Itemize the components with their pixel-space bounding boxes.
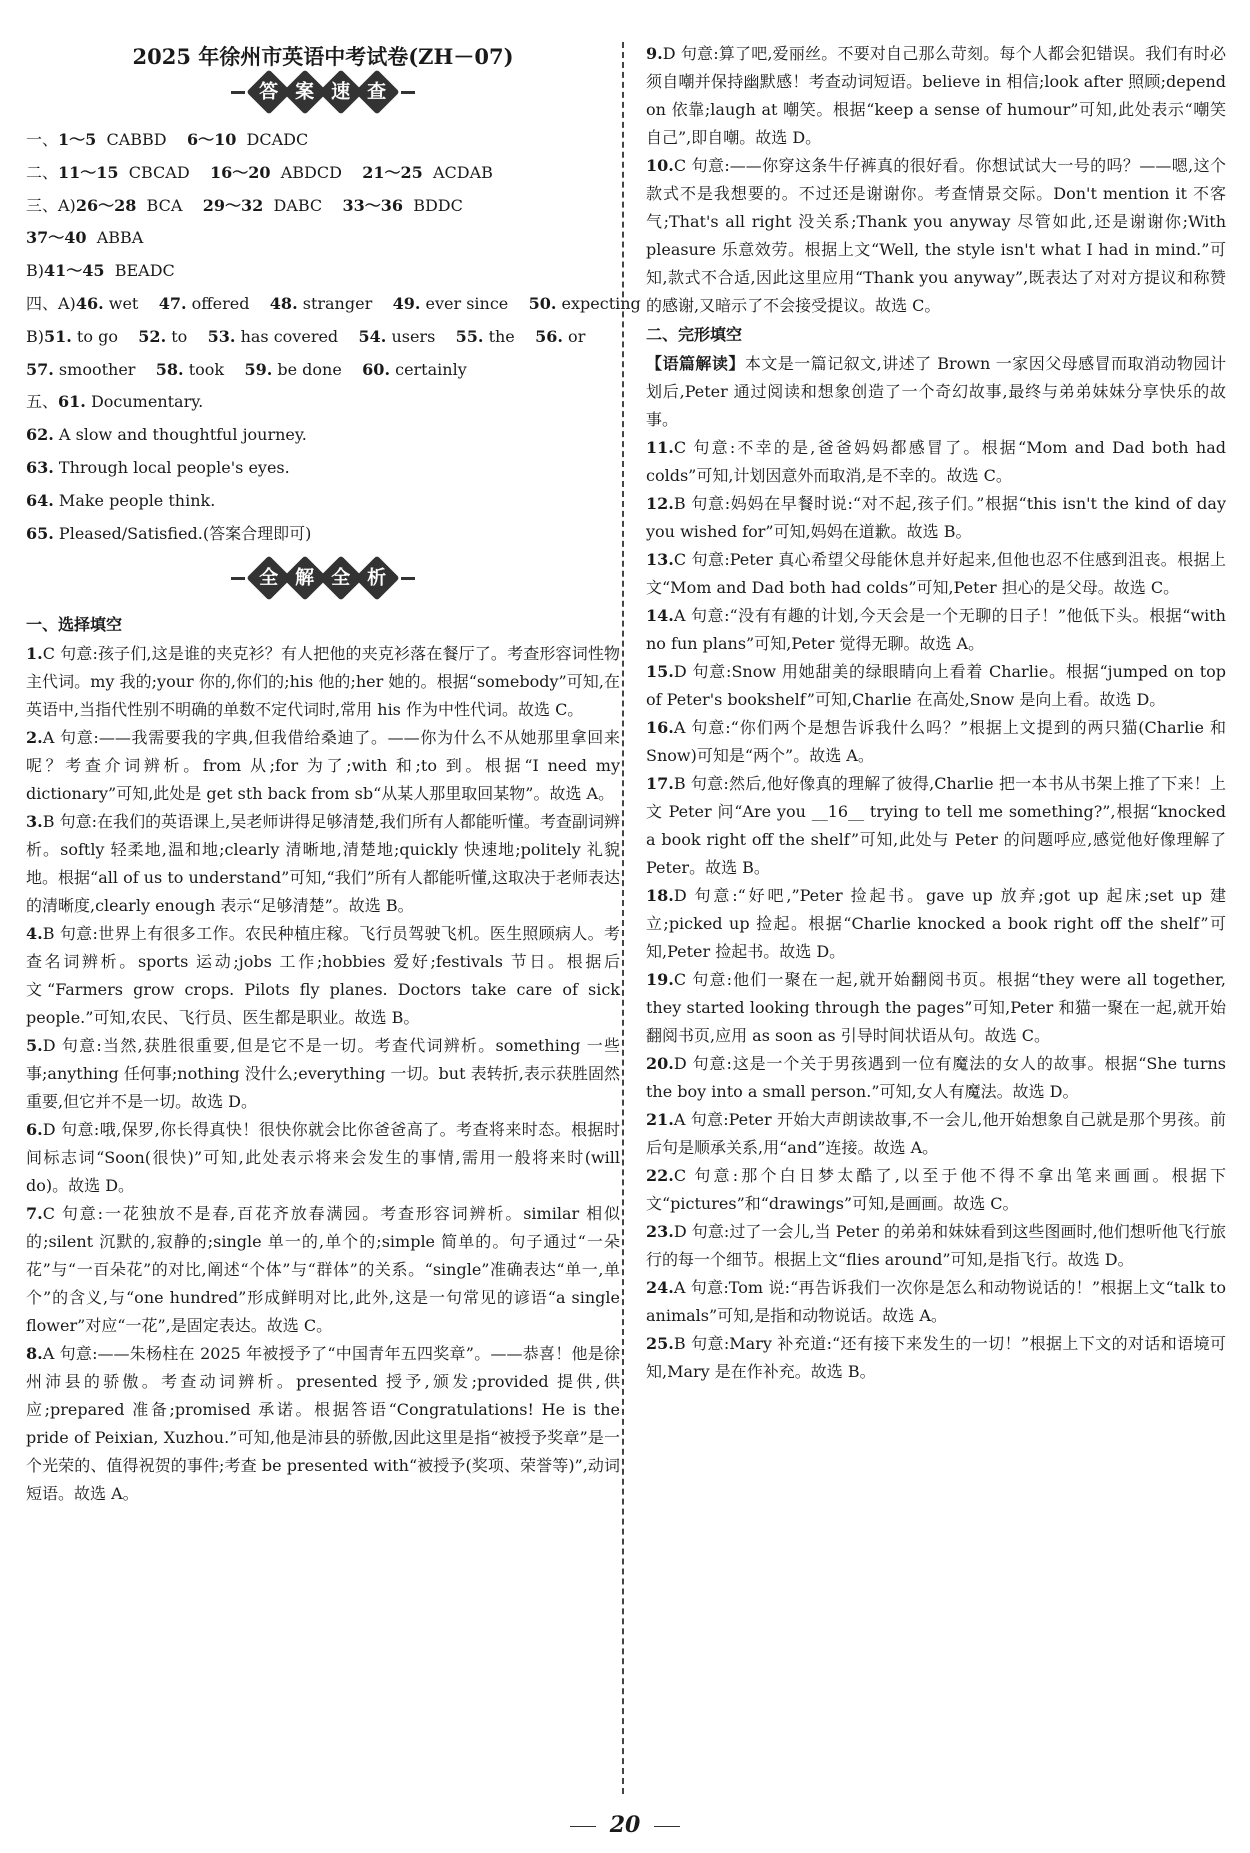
answer-text: Pleased/Satisfied.(答案合理即可): [53, 523, 312, 543]
answer-text: or: [562, 326, 586, 346]
question-number: 18.: [646, 886, 674, 905]
answer-key-row: [26, 222, 620, 255]
question-number: 25.: [646, 1334, 674, 1353]
answer-text: Through local people's eyes.: [53, 457, 290, 477]
section-heading: 一、选择填空: [26, 615, 123, 635]
explanation-text: C 句意:那个白日梦太酷了,以至于他不得不拿出笔来画画。根据下文“pictures”和“drawings”可知,是画画。故选 C。: [646, 1166, 1226, 1213]
right-explanations-a: [646, 40, 1226, 320]
explanation-text: C 句意:不幸的是,爸爸妈妈都感冒了。根据“Mom and Dad both had colds”可知,计划因意外而取消,是不幸的。故选 C。: [646, 438, 1226, 485]
question-range: 26～28: [75, 195, 137, 215]
left-column: [26, 40, 641, 1508]
question-number: 2.: [26, 728, 43, 748]
explanation-text: D 句意:“好吧,”Peter 捡起书。gave up 放弃;got up 起床;set up 建立;picked up 捡起。根据“Charlie knocked a book right off the shelf”可知,Peter 捡起书。故选 D。: [646, 886, 1226, 961]
question-range: 54.: [358, 326, 387, 346]
answer-key-row: [26, 354, 620, 387]
explanation-item: [646, 602, 1226, 658]
question-number: 11.: [646, 438, 674, 457]
answer-text: ever since: [420, 293, 529, 313]
answer-text: certainly: [390, 359, 467, 379]
explanation-text: B 句意:世界上有很多工作。农民种植庄稼。飞行员驾驶飞机。医生照顾病人。考查名词辨析。sports 运动;jobs 工作;hobbies 爱好;festivals 节日。根据后文“Farmers grow crops. Pilots fly planes. Doctors take care of sick people.”可知,农民、飞行员、医生都是职业。故选 B。: [26, 924, 621, 1028]
question-number: 17.: [646, 774, 674, 793]
explanation-item: [646, 658, 1226, 714]
explanation-item: [646, 1106, 1226, 1162]
question-range: 53.: [207, 326, 236, 346]
explanation-text: A 句意:Tom 说:“再告诉我们一次你是怎么和动物说话的！”根据上文“talk to animals”可知,是指和动物说话。故选 A。: [646, 1278, 1226, 1325]
answer-text: CBCAD: [118, 162, 210, 182]
page-number-text: 20: [609, 1812, 641, 1838]
question-range: 55.: [455, 326, 484, 346]
explanation-item: [646, 714, 1226, 770]
explanation-text: D 句意:哦,保罗,你长得真快！很快你就会比你爸爸高了。考查将来时态。根据时间标志词“Soon(很快)”可知,此处表示将来会发生的事情,需用一般将来时(will do)。故选 D。: [26, 1120, 620, 1196]
question-number: 24.: [646, 1278, 674, 1297]
explanation-text: D 句意:当然,获胜很重要,但是它不是一切。考查代词辨析。something 一些事;anything 任何事;nothing 没什么;everything 一切。but 表转折,表示获胜固然重要,但它并不是一切。故选 D。: [26, 1036, 620, 1112]
answer-text: users: [386, 326, 456, 346]
answer-text: B): [26, 326, 44, 346]
question-number: 6.: [26, 1120, 43, 1140]
right-explanations-b: [646, 434, 1226, 1386]
question-number: 3.: [26, 812, 43, 832]
answer-text: BDDC: [403, 195, 463, 215]
question-range: 50.: [528, 293, 557, 313]
answer-text: 五、: [26, 392, 59, 412]
passage-intro: [646, 350, 1226, 434]
explanation-item: [646, 770, 1226, 882]
question-range: 16～20: [210, 162, 271, 182]
question-range: 6～10: [186, 130, 237, 149]
explanation-item: [26, 1200, 620, 1340]
answer-text: 四、A): [26, 293, 76, 313]
question-number: 15.: [646, 662, 674, 681]
page-number: [0, 1812, 1250, 1838]
question-number: 7.: [26, 1204, 43, 1224]
explanation-item: [646, 966, 1226, 1050]
question-range: 62.: [26, 425, 54, 445]
answer-text: ACDAB: [422, 162, 493, 182]
left-explanations: [26, 640, 620, 1508]
answer-text: offered: [186, 293, 270, 313]
explanation-text: C 句意:孩子们,这是谁的夹克衫？有人把他的夹克衫落在餐厅了。考查形容词性物主代词。my 我的;your 你的,你们的;his 他的;her 她的。根据“somebody”可知,在英语中,当指代性别不明确的单数不定代词时,常用 his 作为中性代词。故选 C。: [26, 644, 620, 720]
question-number: 14.: [646, 606, 674, 625]
question-range: 11～15: [58, 162, 119, 182]
question-range: 61.: [58, 392, 86, 412]
explanation-text: B 句意:在我们的英语课上,吴老师讲得足够清楚,我们所有人都能听懂。考查副词辨析。softly 轻柔地,温和地;clearly 清晰地,清楚地;quickly 快速地;politely 礼貌地。根据“all of us to understand”可知,“我们”所有人都能听懂,这取决于老师表达的清晰度,clearly enough 表示“足够清楚”。故选 B。: [26, 812, 620, 916]
explanation-text: A 句意:“没有有趣的计划,今天会是一个无聊的日子！”他低下头。根据“with no fun plans”可知,Peter 觉得无聊。故选 A。: [646, 606, 1226, 653]
question-range: 29～32: [202, 195, 264, 215]
explanation-item: [646, 546, 1226, 602]
answer-text: CABBD: [96, 130, 187, 149]
question-range: 58.: [155, 359, 184, 379]
question-number: 12.: [646, 494, 674, 513]
answer-key-row: [26, 518, 620, 551]
explanation-item: [646, 1274, 1226, 1330]
question-number: 10.: [646, 156, 674, 175]
explanation-item: [646, 882, 1226, 966]
explanation-text: A 句意:——我需要我的字典,但我借给桑迪了。——你为什么不从她那里拿回来呢？考查介词辨析。from 从;for 为了;with 和;to 到。根据“I need my dictionary”可知,此处是 get sth back from sb“从某人那里取回某物”。故选 A。: [26, 728, 620, 804]
answer-text: DCADC: [236, 130, 309, 149]
explanation-text: A 句意:Peter 开始大声朗读故事,不一会儿,他开始想象自己就是那个男孩。前后句是顺承关系,用“and”连接。故选 A。: [646, 1110, 1226, 1157]
explanation-item: [646, 1050, 1226, 1106]
answer-text: to go: [71, 326, 139, 346]
answer-text: B): [26, 261, 44, 281]
question-number: 5.: [26, 1036, 43, 1056]
answer-key-row: [26, 452, 620, 485]
question-range: 41～45: [44, 261, 105, 281]
answer-text: took: [183, 359, 245, 379]
explanation-item: [646, 1162, 1226, 1218]
answer-text: Make people think.: [53, 490, 216, 510]
question-number: 8.: [26, 1344, 43, 1364]
answer-key-row: [26, 485, 620, 518]
explanation-text: C 句意:Peter 真心希望父母能休息并好起来,但他也忍不住感到沮丧。根据上文“Mom and Dad both had colds”可知,Peter 担心的是父母。故选 C。: [646, 550, 1226, 597]
answer-text: 一、: [26, 130, 59, 149]
explanation-item: [646, 1330, 1226, 1386]
explanation-item: [26, 1032, 620, 1116]
intro-text: 本文是一篇记叙文,讲述了 Brown 一家因父母感冒而取消动物园计划后,Peter 通过阅读和想象创造了一个奇幻故事,最终与弟弟妹妹分享快乐的故事。: [646, 354, 1226, 429]
question-range: 21～25: [362, 162, 423, 182]
explanation-text: D 句意:这是一个关于男孩遇到一位有魔法的女人的故事。根据“She turns the boy into a small person.”可知,女人有魔法。故选 D。: [646, 1054, 1226, 1101]
question-number: 20.: [646, 1054, 674, 1073]
question-range: 59.: [244, 359, 273, 379]
answer-key-row: [26, 124, 620, 157]
answer-text: wet: [103, 293, 159, 313]
explanation-text: D 句意:Snow 用她甜美的绿眼睛向上看着 Charlie。根据“jumped on top of Peter's bookshelf”可知,Charlie 在高处,Snow 是向上看。故选 D。: [646, 662, 1226, 709]
question-range: 60.: [362, 359, 391, 379]
explanation-item: [26, 808, 620, 920]
question-range: 63.: [26, 457, 54, 477]
question-range: 46.: [75, 293, 104, 313]
answer-text: to: [166, 326, 208, 346]
question-range: 64.: [26, 490, 54, 510]
question-number: 4.: [26, 924, 43, 944]
question-range: 65.: [26, 523, 54, 543]
question-number: 19.: [646, 970, 674, 989]
answer-key-row: [26, 321, 620, 354]
explanation-text: B 句意:妈妈在早餐时说:“对不起,孩子们。”根据“this isn't the kind of day you wished for”可知,妈妈在道歉。故选 B。: [646, 494, 1226, 541]
answer-text: smoother: [53, 359, 156, 379]
question-range: 57.: [26, 359, 54, 379]
explanation-text: A 句意:——朱杨柱在 2025 年被授予了“中国青年五四奖章”。——恭喜！他是徐州沛县的骄傲。考查动词辨析。presented 授予,颁发;provided 提供,供应;prepared 准备;promised 承诺。根据答语“Congratulations! He is the pride of Peixian, Xuzhou.”可知,他是沛县的骄傲,因此这里是指“被授予奖章”是一个光荣的、值得祝贺的事件;考查 be presented with“被授予(奖项、荣誉等)”,动词短语。故选 A。: [26, 1344, 620, 1504]
explanation-text: B 句意:然后,他好像真的理解了彼得,Charlie 把一本书从书架上推了下来！上文 Peter 问“Are you __16__ trying to tell me something?”,根据“knocked a book right off the shelf”可知,此处与 Peter 的问题呼应,感觉他好像理解了 Peter。故选 B。: [646, 774, 1226, 877]
right-column: [646, 40, 1226, 1386]
answer-text: BCA: [136, 195, 203, 215]
explanation-item: [26, 920, 620, 1032]
intro-label: 【语篇解读】: [646, 354, 745, 373]
answer-text: the: [483, 326, 536, 346]
column-divider: [622, 42, 624, 1794]
question-range: 48.: [269, 293, 298, 313]
answer-key-row: [26, 386, 620, 419]
answer-text: BEADC: [104, 261, 175, 281]
explanation-item: [26, 724, 620, 808]
question-number: 22.: [646, 1166, 674, 1185]
explanation-item: [646, 490, 1226, 546]
question-range: 52.: [138, 326, 167, 346]
explanation-item: [646, 1218, 1226, 1274]
explanation-item: [646, 434, 1226, 490]
answer-text: be done: [272, 359, 363, 379]
answer-text: 三、A): [26, 195, 76, 215]
explanation-item: [26, 1340, 620, 1508]
answer-text: A slow and thoughtful journey.: [53, 425, 307, 445]
question-number: 16.: [646, 718, 674, 737]
answer-key-row: [26, 190, 620, 223]
section-heading: 二、完形填空: [646, 325, 743, 344]
answer-text: DABC: [263, 195, 343, 215]
explanation-item: [26, 1116, 620, 1200]
question-number: 1.: [26, 644, 43, 664]
answer-key-row: [26, 288, 641, 321]
question-number: 13.: [646, 550, 674, 569]
explanation-text: D 句意:过了一会儿,当 Peter 的弟弟和妹妹看到这些图画时,他们想听他飞行旅行的每一个细节。根据上文“flies around”可知,是指飞行。故选 D。: [646, 1222, 1226, 1269]
explanation-text: D 句意:算了吧,爱丽丝。不要对自己那么苛刻。每个人都会犯错误。我们有时必须自嘲并保持幽默感！考查动词短语。believe in 相信;look after 照顾;depend on 依靠;laugh at 嘲笑。根据“keep a sense of humour”可知,此处表示“嘲笑自己”,即自嘲。故选 D。: [646, 44, 1226, 147]
answer-text: ABBA: [86, 228, 144, 248]
answer-text: stranger: [297, 293, 393, 313]
answer-text: expecting: [556, 293, 641, 313]
answer-banner: 答 案 速 查: [26, 76, 620, 116]
question-number: 23.: [646, 1222, 674, 1241]
answer-text: Documentary.: [85, 392, 204, 412]
question-range: 51.: [44, 326, 72, 346]
explanation-item: [26, 640, 620, 724]
answer-text: has covered: [235, 326, 359, 346]
explanation-text: B 句意:Mary 补充道:“还有接下来发生的一切！”根据上下文的对话和语境可知,Mary 是在作补充。故选 B。: [646, 1334, 1226, 1381]
answer-key-row: [26, 255, 620, 288]
question-range: 1～5: [58, 130, 97, 149]
page-title: 2025 年徐州市英语中考试卷(ZH－07): [132, 44, 514, 69]
answer-text: 二、: [26, 162, 59, 182]
answer-key: [26, 124, 641, 550]
question-range: 37～40: [26, 228, 87, 248]
answer-text: ABDCD: [270, 162, 363, 182]
question-number: 9.: [646, 44, 663, 63]
question-number: 21.: [646, 1110, 674, 1129]
explanation-item: [646, 40, 1226, 152]
explanation-text: C 句意:一花独放不是春,百花齐放春满园。考查形容词辨析。similar 相似的;silent 沉默的,寂静的;single 单一的,单个的;simple 简单的。句子通过“一朵花”与“一百朵花”的对比,阐述“个体”与“群体”的关系。“single”准确表达“单一,单个”的含义,与“one hundred”形成鲜明对比,此外,这是一句常见的谚语“a single flower”对应“一花”,是固定表达。故选 C。: [26, 1204, 620, 1336]
question-range: 33～36: [342, 195, 404, 215]
explanation-text: C 句意:——你穿这条牛仔裤真的很好看。你想试试大一号的吗？——嗯,这个款式不是我想要的。不过还是谢谢你。考查情景交际。Don't mention it 不客气;That's all right 没关系;Thank you anyway 尽管如此,还是谢谢你;With pleasure 乐意效劳。根据上文“Well, the style isn't what I had in mind.”可知,款式不合适,因此这里应用“Thank you anyway”,既表达了对对方提议和称赞的感谢,又暗示了不会接受提议。故选 C。: [646, 156, 1226, 315]
analysis-banner: 全 解 全 析: [26, 562, 620, 602]
question-range: 56.: [535, 326, 563, 346]
explanation-item: [646, 152, 1226, 320]
answer-key-row: [26, 157, 620, 190]
answer-key-row: [26, 419, 620, 452]
question-range: 49.: [392, 293, 421, 313]
explanation-text: A 句意:“你们两个是想告诉我什么吗？”根据上文提到的两只猫(Charlie 和 Snow)可知是“两个”。故选 A。: [646, 718, 1226, 765]
explanation-text: C 句意:他们一聚在一起,就开始翻阅书页。根据“they were all together, they started looking through the pages”可知,Peter 和猫一聚在一起,就开始翻阅书页,应用 as soon as 引导时间状语从句。故选 C。: [646, 970, 1226, 1045]
question-range: 47.: [158, 293, 187, 313]
